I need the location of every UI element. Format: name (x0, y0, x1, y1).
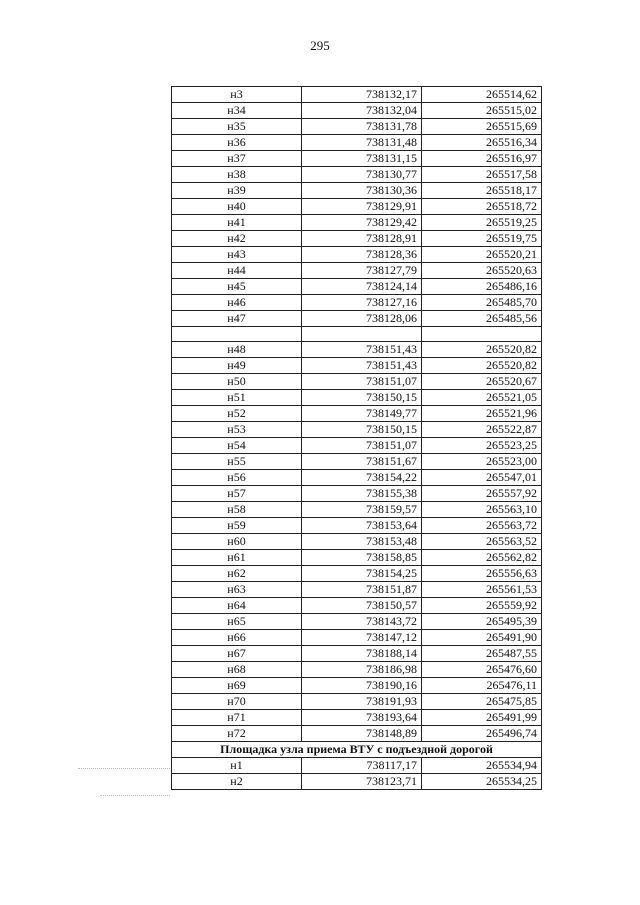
table-row (172, 358, 542, 374)
table-row (172, 263, 542, 279)
table-row (172, 758, 542, 774)
y-coordinate-cell: 265520,63 (422, 263, 542, 279)
x-coordinate-cell: 738124,14 (302, 279, 422, 295)
y-coordinate-cell: 265515,02 (422, 103, 542, 119)
point-cell: н3 (172, 87, 302, 103)
y-coordinate-cell: 265521,05 (422, 390, 542, 406)
x-coordinate-cell: 738155,38 (302, 486, 422, 502)
y-coordinate-cell: 265487,55 (422, 646, 542, 662)
x-coordinate-cell: 738151,43 (302, 358, 422, 374)
point-cell: н40 (172, 199, 302, 215)
y-coordinate-cell: 265514,62 (422, 87, 542, 103)
y-coordinate-cell: 265485,70 (422, 295, 542, 311)
y-coordinate-cell: 265563,52 (422, 534, 542, 550)
y-coordinate-cell: 265516,34 (422, 135, 542, 151)
point-cell: н61 (172, 550, 302, 566)
point-cell: н44 (172, 263, 302, 279)
point-cell: н56 (172, 470, 302, 486)
point-cell: н2 (172, 774, 302, 790)
table-row (172, 87, 542, 103)
table-row (172, 438, 542, 454)
table-row (172, 279, 542, 295)
y-coordinate-cell: 265521,96 (422, 406, 542, 422)
x-coordinate-cell: 738153,48 (302, 534, 422, 550)
y-coordinate-cell: 265559,92 (422, 598, 542, 614)
x-coordinate-cell: 738150,15 (302, 422, 422, 438)
x-coordinate-cell: 738117,17 (302, 758, 422, 774)
point-cell: н67 (172, 646, 302, 662)
empty-cell (172, 327, 302, 342)
point-cell: н45 (172, 279, 302, 295)
table-row (172, 454, 542, 470)
point-cell: н50 (172, 374, 302, 390)
y-coordinate-cell: 265519,25 (422, 215, 542, 231)
point-cell: н35 (172, 119, 302, 135)
point-cell: н36 (172, 135, 302, 151)
table-row (172, 151, 542, 167)
y-coordinate-cell: 265476,60 (422, 662, 542, 678)
table-row (172, 390, 542, 406)
table-row (172, 374, 542, 390)
x-coordinate-cell: 738150,15 (302, 390, 422, 406)
blank-row (172, 327, 542, 342)
point-cell: н47 (172, 311, 302, 327)
y-coordinate-cell: 265534,94 (422, 758, 542, 774)
table-row (172, 199, 542, 215)
x-coordinate-cell: 738127,79 (302, 263, 422, 279)
table-row (172, 598, 542, 614)
y-coordinate-cell: 265561,53 (422, 582, 542, 598)
x-coordinate-cell: 738154,25 (302, 566, 422, 582)
table-row (172, 247, 542, 263)
x-coordinate-cell: 738128,91 (302, 231, 422, 247)
point-cell: н43 (172, 247, 302, 263)
table-row (172, 566, 542, 582)
page-number: 295 (310, 38, 330, 53)
coordinates-table-body (172, 87, 542, 790)
point-cell: н49 (172, 358, 302, 374)
scan-artifact (78, 768, 170, 770)
y-coordinate-cell: 265520,67 (422, 374, 542, 390)
point-cell: н51 (172, 390, 302, 406)
x-coordinate-cell: 738123,71 (302, 774, 422, 790)
table-row (172, 694, 542, 710)
x-coordinate-cell: 738131,48 (302, 135, 422, 151)
y-coordinate-cell: 265520,21 (422, 247, 542, 263)
y-coordinate-cell: 265491,90 (422, 630, 542, 646)
point-cell: н69 (172, 678, 302, 694)
table-row (172, 630, 542, 646)
table-row (172, 295, 542, 311)
table-row (172, 342, 542, 358)
y-coordinate-cell: 265563,72 (422, 518, 542, 534)
table-row (172, 470, 542, 486)
point-cell: н34 (172, 103, 302, 119)
table-row (172, 486, 542, 502)
y-coordinate-cell: 265522,87 (422, 422, 542, 438)
y-coordinate-cell: 265519,75 (422, 231, 542, 247)
x-coordinate-cell: 738154,22 (302, 470, 422, 486)
y-coordinate-cell: 265496,74 (422, 726, 542, 742)
table-row (172, 726, 542, 742)
table-row (172, 662, 542, 678)
point-cell: н71 (172, 710, 302, 726)
coordinates-table (171, 86, 542, 790)
y-coordinate-cell: 265485,56 (422, 311, 542, 327)
table-row (172, 710, 542, 726)
x-coordinate-cell: 738188,14 (302, 646, 422, 662)
x-coordinate-cell: 738193,64 (302, 710, 422, 726)
x-coordinate-cell: 738131,15 (302, 151, 422, 167)
y-coordinate-cell: 265516,97 (422, 151, 542, 167)
x-coordinate-cell: 738128,36 (302, 247, 422, 263)
table-row (172, 215, 542, 231)
point-cell: н37 (172, 151, 302, 167)
y-coordinate-cell: 265476,11 (422, 678, 542, 694)
point-cell: н66 (172, 630, 302, 646)
table-row (172, 614, 542, 630)
y-coordinate-cell: 265562,82 (422, 550, 542, 566)
x-coordinate-cell: 738130,36 (302, 183, 422, 199)
y-coordinate-cell: 265523,25 (422, 438, 542, 454)
point-cell: н54 (172, 438, 302, 454)
point-cell: н70 (172, 694, 302, 710)
x-coordinate-cell: 738150,57 (302, 598, 422, 614)
x-coordinate-cell: 738151,43 (302, 342, 422, 358)
point-cell: н59 (172, 518, 302, 534)
point-cell: н58 (172, 502, 302, 518)
x-coordinate-cell: 738158,85 (302, 550, 422, 566)
y-coordinate-cell: 265495,39 (422, 614, 542, 630)
point-cell: н64 (172, 598, 302, 614)
x-coordinate-cell: 738149,77 (302, 406, 422, 422)
x-coordinate-cell: 738190,16 (302, 678, 422, 694)
x-coordinate-cell: 738129,42 (302, 215, 422, 231)
y-coordinate-cell: 265534,25 (422, 774, 542, 790)
x-coordinate-cell: 738153,64 (302, 518, 422, 534)
x-coordinate-cell: 738132,04 (302, 103, 422, 119)
y-coordinate-cell: 265515,69 (422, 119, 542, 135)
empty-cell (302, 327, 422, 342)
table-row (172, 518, 542, 534)
point-cell: н65 (172, 614, 302, 630)
x-coordinate-cell: 738130,77 (302, 167, 422, 183)
point-cell: н72 (172, 726, 302, 742)
y-coordinate-cell: 265475,85 (422, 694, 542, 710)
point-cell: н53 (172, 422, 302, 438)
y-coordinate-cell: 265520,82 (422, 358, 542, 374)
table-row (172, 311, 542, 327)
table-row (172, 183, 542, 199)
x-coordinate-cell: 738151,87 (302, 582, 422, 598)
point-cell: н42 (172, 231, 302, 247)
point-cell: н55 (172, 454, 302, 470)
y-coordinate-cell: 265563,10 (422, 502, 542, 518)
point-cell: н38 (172, 167, 302, 183)
x-coordinate-cell: 738159,57 (302, 502, 422, 518)
x-coordinate-cell: 738148,89 (302, 726, 422, 742)
table-row (172, 103, 542, 119)
point-cell: н52 (172, 406, 302, 422)
point-cell: н48 (172, 342, 302, 358)
x-coordinate-cell: 738132,17 (302, 87, 422, 103)
scan-artifact (100, 795, 170, 797)
table-row (172, 502, 542, 518)
table-row (172, 231, 542, 247)
y-coordinate-cell: 265523,00 (422, 454, 542, 470)
table-row (172, 119, 542, 135)
y-coordinate-cell: 265547,01 (422, 470, 542, 486)
x-coordinate-cell: 738143,72 (302, 614, 422, 630)
table-row (172, 422, 542, 438)
point-cell: н1 (172, 758, 302, 774)
point-cell: н57 (172, 486, 302, 502)
x-coordinate-cell: 738147,12 (302, 630, 422, 646)
table-row (172, 646, 542, 662)
y-coordinate-cell: 265491,99 (422, 710, 542, 726)
y-coordinate-cell: 265486,16 (422, 279, 542, 295)
table-row (172, 678, 542, 694)
x-coordinate-cell: 738128,06 (302, 311, 422, 327)
table-row (172, 582, 542, 598)
x-coordinate-cell: 738151,07 (302, 374, 422, 390)
point-cell: н41 (172, 215, 302, 231)
y-coordinate-cell: 265518,17 (422, 183, 542, 199)
x-coordinate-cell: 738127,16 (302, 295, 422, 311)
table-row (172, 550, 542, 566)
y-coordinate-cell: 265557,92 (422, 486, 542, 502)
table-row (172, 406, 542, 422)
y-coordinate-cell: 265520,82 (422, 342, 542, 358)
table-row (172, 774, 542, 790)
point-cell: н68 (172, 662, 302, 678)
section-title: Площадка узла приема ВТУ с подъездной дорогой (172, 742, 542, 758)
point-cell: н60 (172, 534, 302, 550)
section-header-row (172, 742, 542, 758)
table-row (172, 167, 542, 183)
point-cell: н63 (172, 582, 302, 598)
y-coordinate-cell: 265518,72 (422, 199, 542, 215)
x-coordinate-cell: 738151,67 (302, 454, 422, 470)
table-row (172, 135, 542, 151)
y-coordinate-cell: 265556,63 (422, 566, 542, 582)
point-cell: н39 (172, 183, 302, 199)
point-cell: н46 (172, 295, 302, 311)
empty-cell (422, 327, 542, 342)
x-coordinate-cell: 738186,98 (302, 662, 422, 678)
point-cell: н62 (172, 566, 302, 582)
x-coordinate-cell: 738129,91 (302, 199, 422, 215)
table-row (172, 534, 542, 550)
y-coordinate-cell: 265517,58 (422, 167, 542, 183)
x-coordinate-cell: 738151,07 (302, 438, 422, 454)
x-coordinate-cell: 738191,93 (302, 694, 422, 710)
x-coordinate-cell: 738131,78 (302, 119, 422, 135)
